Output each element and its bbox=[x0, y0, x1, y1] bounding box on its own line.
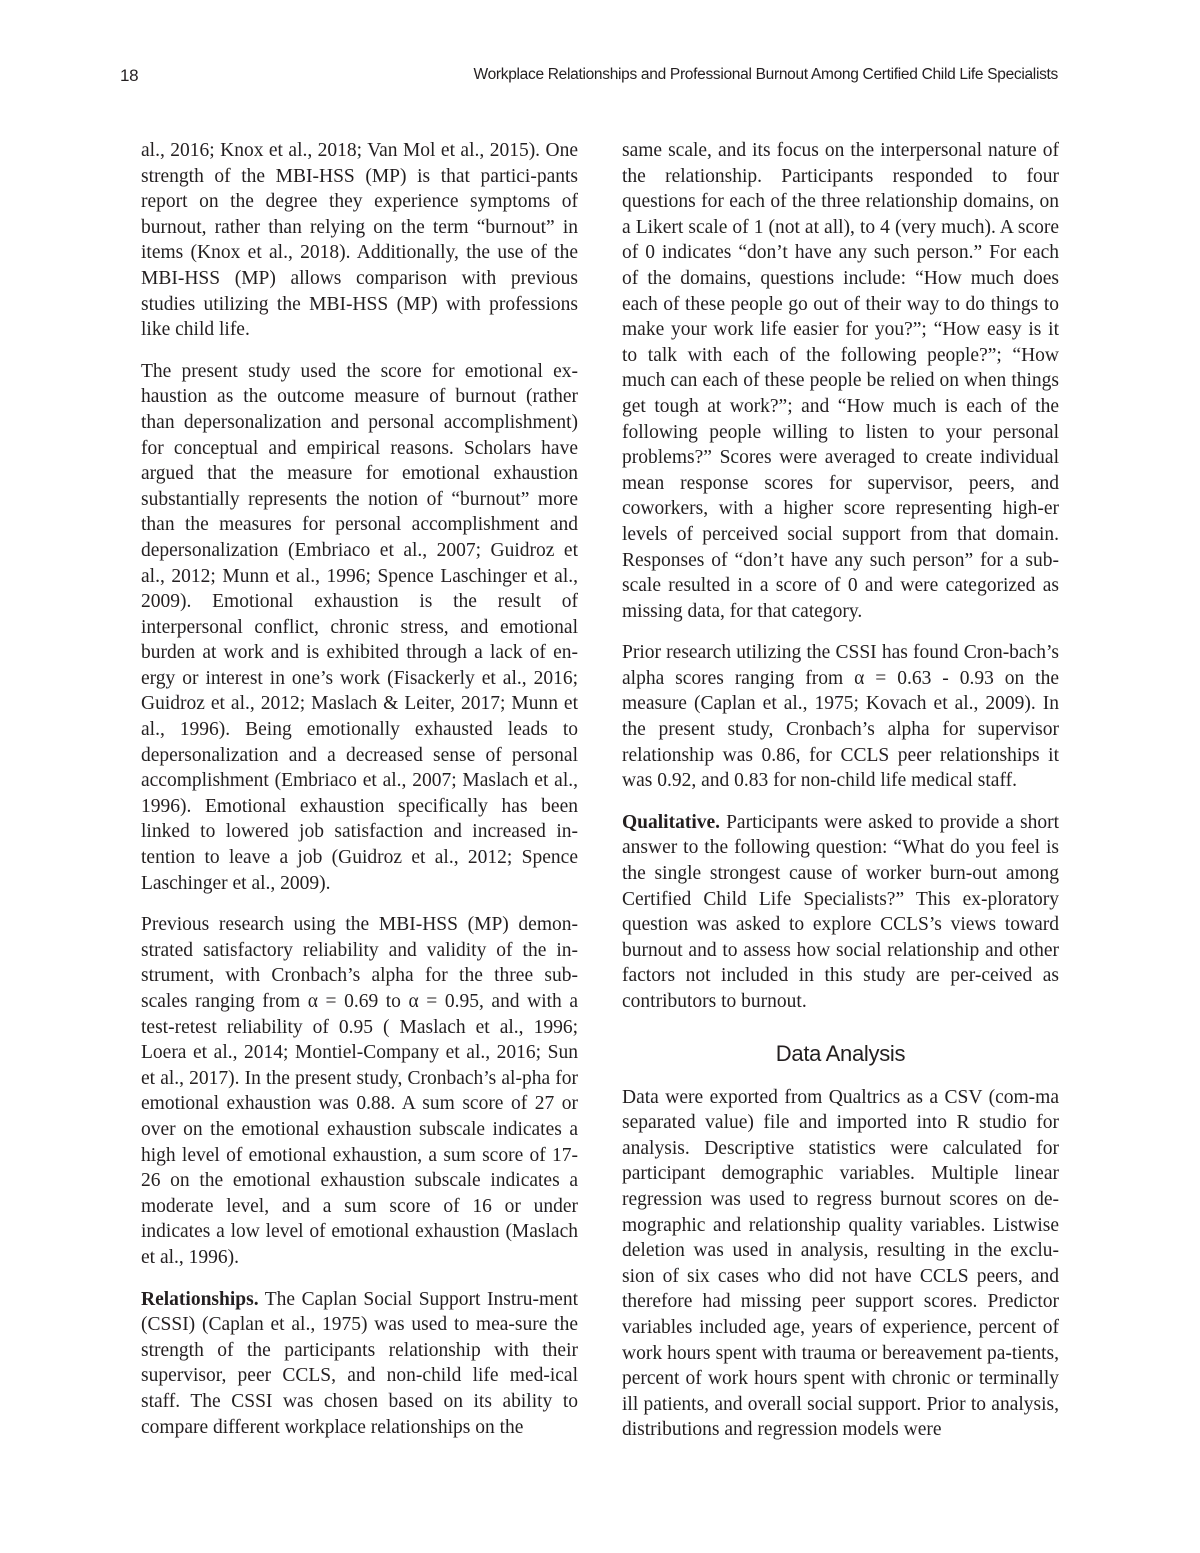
paragraph: The present study used the score for emotional ex-haustion as the outcome measure of burnout (rather than depersonalization and personal accomplishment) for conceptual and empirical reasons. Scholars have argued that the measure for emotional exhaustion substantially represents the notion of “burnout” more than the measures for personal accomplishment and depersonalization (Embriaco et al., 2007; Guidroz et al., 2012; Munn et al., 1996; Spence Laschinger et al., 2009). Emotional exhaustion is the result of interpersonal conflict, chronic stress, and emotional burden at work and is exhibited through a lack of en-ergy or interest in one’s work (Fisackerly et al., 2016; Guidroz et al., 2012; Maslach & Leiter, 2017; Munn et al., 1996). Being emotionally exhausted leads to depersonalization and a decreased sense of personal accomplishment (Embriaco et al., 2007; Maslach et al., 1996). Emotional exhaustion specifically has been linked to lowered job satisfaction and increased in-tention to leave a job (Guidroz et al., 2012; Spence Laschinger et al., 2009). bbox=[141, 360, 578, 894]
paragraph: Prior research utilizing the CSSI has found Cron-bach’s alpha scores ranging from α = 0.63 - 0.93 on the measure (Caplan et al., 1975; Kovach et al., 2009). In the present study, Cronbach’s alpha for supervisor relationship was 0.86, for CCLS peer relationships it was 0.92, and 0.83 for non-child life medical staff. bbox=[622, 642, 1059, 792]
paragraph-qualitative bbox=[622, 810, 1059, 1015]
paragraph-text: Participants were asked to provide a short answer to the following question: “What do you feel is the single strongest cause of worker burn-out among Certified Child Life Specialists?” This ex-ploratory question was asked to explore CCLS’s views toward burnout and to assess how social relationship and other factors not included in this study are per-ceived as contributors to burnout. bbox=[622, 811, 1059, 1012]
left-column bbox=[141, 138, 578, 1456]
run-in-heading: Relationships. bbox=[141, 1288, 259, 1310]
paragraph-text: The Caplan Social Support Instru-ment (CSSI) (Caplan et al., 1975) was used to mea-sure the strength of the participants relationship with their supervisor, peer CCLS, and non-child life med-ical staff. The CSSI was chosen based on its ability to compare different workplace relationships on the bbox=[141, 1288, 578, 1438]
paragraph-relationships bbox=[141, 1287, 578, 1441]
paragraph: Data were exported from Qualtrics as a CSV (com-ma separated value) file and imported into R studio for analysis. Descriptive statistics were calculated for participant demographic variables. Multiple linear regression was used to regress burnout scores on de-mographic and relationship quality variables. Listwise deletion was used in analysis, resulting in the exclu-sion of six cases who did not have CCLS peers, and therefore had missing peer support scores. Predictor variables included age, years of experience, percent of work hours spent with trauma or bereavement pa-tients, percent of work hours spent with chronic or terminally ill patients, and overall social support. Prior to analysis, distributions and regression models were bbox=[622, 1086, 1059, 1441]
section-heading: Data Analysis bbox=[775, 1040, 906, 1066]
running-head-title: Workplace Relationships and Professional Burnout Among Certified Child Life Specialists bbox=[473, 66, 1058, 83]
run-in-heading: Qualitative. bbox=[622, 811, 721, 833]
page-number: 18 bbox=[120, 66, 139, 85]
paragraph: al., 2016; Knox et al., 2018; Van Mol et al., 2015). One strength of the MBI-HSS (MP) is that partici-pants report on the degree they experience symptoms of burnout, rather than relying on the term “burnout” in items (Knox et al., 2018). Additionally, the use of the MBI-HSS (MP) allows comparison with previous studies utilizing the MBI-HSS (MP) with professions like child life. bbox=[141, 140, 578, 341]
paragraph: same scale, and its focus on the interpersonal nature of the relationship. Participants responded to four questions for each of the three relationship domains, on a Likert scale of 1 (not at all), to 4 (very much). A score of 0 indicates “don’t have any such person.” For each of the domains, questions include: “How much does each of these people go out of their way to do things to make your work life easier for you?”; “How easy is it to talk with each of the following people?”; “How much can each of these people be relied on when things get tough at work?”; and “How much is each of the following people willing to listen to your personal problems?” Scores were averaged to create individual mean response scores for supervisor, peers, and coworkers, with a higher score representing high-er levels of perceived social support from that domain. Responses of “don’t have any such person” for a sub-scale resulted in a score of 0 and were categorized as missing data, for that category. bbox=[622, 140, 1059, 622]
paragraph: Previous research using the MBI-HSS (MP) demon-strated satisfactory reliability and validity of the in-strument, with Cronbach’s alpha for the three sub-scales ranging from α = 0.69 to α = 0.95, and with a test-retest reliability of 0.95 ( Maslach et al., 1996; Loera et al., 2014; Montiel-Company et al., 2016; Sun et al., 2017). In the present study, Cronbach’s al-pha for emotional exhaustion was 0.88. A sum score of 27 or over on the emotional exhaustion subscale indicates a high level of emotional exhaustion, a sum score of 17-26 on the emotional exhaustion subscale indicates a moderate level, and a sum score of 16 or under indicates a low level of emotional exhaustion (Maslach et al., 1996). bbox=[141, 914, 578, 1268]
right-column bbox=[622, 138, 1059, 1459]
